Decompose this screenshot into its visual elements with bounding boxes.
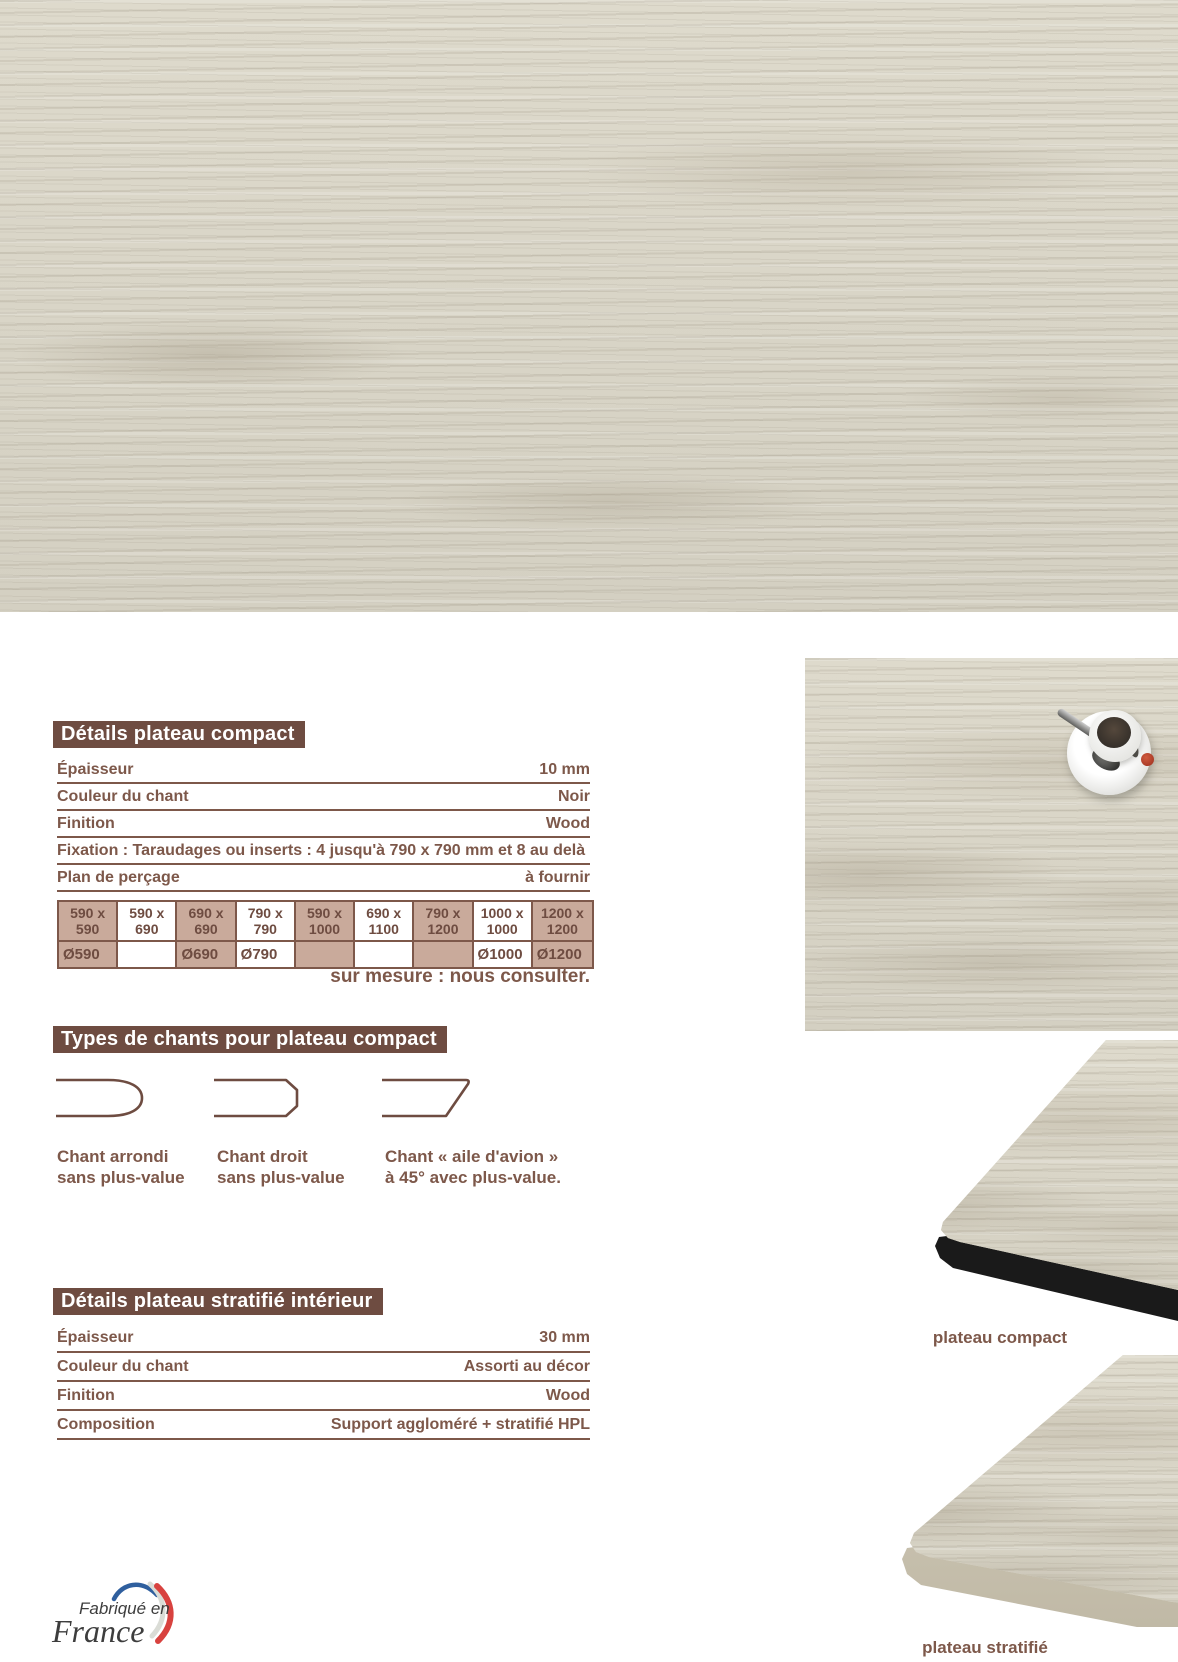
size-cell (474, 902, 533, 967)
size-line1: 790 x (425, 905, 461, 921)
table-row (57, 865, 590, 892)
section-title-compact: Détails plateau compact (53, 721, 305, 748)
size-line2: 1200 (427, 921, 459, 937)
row-value: Noir (558, 787, 590, 805)
row-label: Fixation : Taraudages ou inserts : 4 jusqu'à 790 x 790 mm et 8 au delà (57, 841, 586, 859)
hero-wood-texture-image (0, 0, 1178, 612)
table-row (57, 757, 590, 784)
row-value: Support aggloméré + stratifié HPL (330, 1415, 590, 1433)
wood-sample-with-cup-image (805, 658, 1178, 1031)
section-title-chants: Types de chants pour plateau compact (53, 1026, 447, 1053)
logo-text-line1: Fabriqué en (79, 1599, 170, 1618)
compact-detail-table (57, 757, 590, 892)
size-line1: 790 x (247, 905, 283, 921)
chant-droit-diagram (214, 1076, 304, 1120)
label-line2: sans plus-value (217, 1168, 345, 1187)
row-label: Couleur du chant (57, 787, 189, 805)
diameter-cell (414, 942, 471, 967)
saucer-red-dot (1141, 753, 1154, 766)
size-line1: 690 x (366, 905, 402, 921)
row-label: Finition (57, 1386, 115, 1404)
row-value: Wood (545, 1386, 590, 1404)
size-cell (177, 902, 236, 967)
size-line2: 1000 (486, 921, 518, 937)
table-row (57, 784, 590, 811)
custom-size-note: sur mesure : nous consulter. (330, 966, 590, 987)
diameter-cell: Ø790 (240, 946, 278, 963)
size-cell (237, 902, 296, 967)
row-value: 30 mm (539, 1328, 590, 1346)
diameter-cell (296, 942, 353, 967)
size-cell (59, 902, 118, 967)
chant-arrondi-label (57, 1146, 185, 1188)
chant-aile-avion-label (385, 1146, 561, 1188)
section-title-stratifie: Détails plateau stratifié intérieur (53, 1288, 383, 1315)
size-line2: 790 (253, 921, 277, 937)
table-row (57, 1411, 590, 1440)
diameter-cell: Ø1200 (533, 942, 592, 967)
diameter-cell (118, 942, 175, 967)
size-cell (533, 902, 592, 967)
diameter-cell (355, 942, 412, 967)
size-line1: 590 x (306, 905, 343, 921)
fabrique-en-france-logo (50, 1576, 190, 1662)
plateau-compact-corner-image (855, 1040, 1178, 1327)
label-line1: Chant « aile d'avion » (385, 1147, 559, 1166)
diameter-cell: Ø1000 (477, 946, 523, 963)
logo-text-line2: France (52, 1613, 145, 1649)
diameter-cell: Ø690 (177, 942, 234, 967)
table-row (57, 811, 590, 838)
table-row (57, 1382, 590, 1411)
chant-aile-avion-diagram (382, 1076, 474, 1120)
coffee-cup (1089, 710, 1141, 762)
size-line1: 1000 x (480, 905, 524, 921)
table-row (57, 1324, 590, 1353)
size-line1: 690 x (188, 905, 224, 921)
row-label: Couleur du chant (57, 1357, 189, 1375)
plateau-stratifie-corner-image (855, 1355, 1178, 1627)
size-line1: 590 x (129, 905, 165, 921)
size-line2: 690 (194, 921, 218, 937)
label-line1: Chant droit (217, 1147, 308, 1166)
size-line2: 1200 (546, 921, 578, 937)
row-label: Épaisseur (57, 760, 134, 778)
row-value: Wood (545, 814, 590, 832)
size-cell (414, 902, 473, 967)
size-line1: 590 x (70, 905, 106, 921)
stratifie-detail-table (57, 1324, 590, 1440)
size-line2: 590 (75, 921, 100, 937)
caption-plateau-compact: plateau compact (932, 1328, 1068, 1347)
table-row (57, 838, 590, 865)
label-line1: Chant arrondi (57, 1147, 169, 1166)
diameter-cell: Ø590 (59, 942, 116, 967)
table-row (57, 1353, 590, 1382)
label-line2: sans plus-value (57, 1168, 185, 1187)
label-line2: à 45° avec plus-value. (385, 1168, 561, 1187)
row-value: Assorti au décor (463, 1357, 590, 1375)
cup-opening (1097, 717, 1131, 748)
row-value: 10 mm (539, 760, 590, 778)
row-label: Épaisseur (57, 1328, 134, 1346)
size-line2: 1000 (308, 921, 341, 937)
size-line1: 1200 x (540, 905, 584, 921)
row-label: Finition (57, 814, 115, 832)
size-cell (118, 902, 177, 967)
size-line2: 690 (135, 921, 159, 937)
size-cell (355, 902, 414, 967)
caption-plateau-stratifie: plateau stratifié (922, 1638, 1048, 1657)
size-line2: 1100 (368, 921, 399, 937)
row-label: Composition (57, 1415, 155, 1433)
size-options-grid (57, 900, 594, 969)
row-value: à fournir (525, 868, 590, 886)
chant-droit-label (217, 1146, 345, 1188)
chant-arrondi-diagram (56, 1076, 146, 1120)
size-cell (296, 902, 355, 967)
row-label: Plan de perçage (57, 868, 180, 886)
